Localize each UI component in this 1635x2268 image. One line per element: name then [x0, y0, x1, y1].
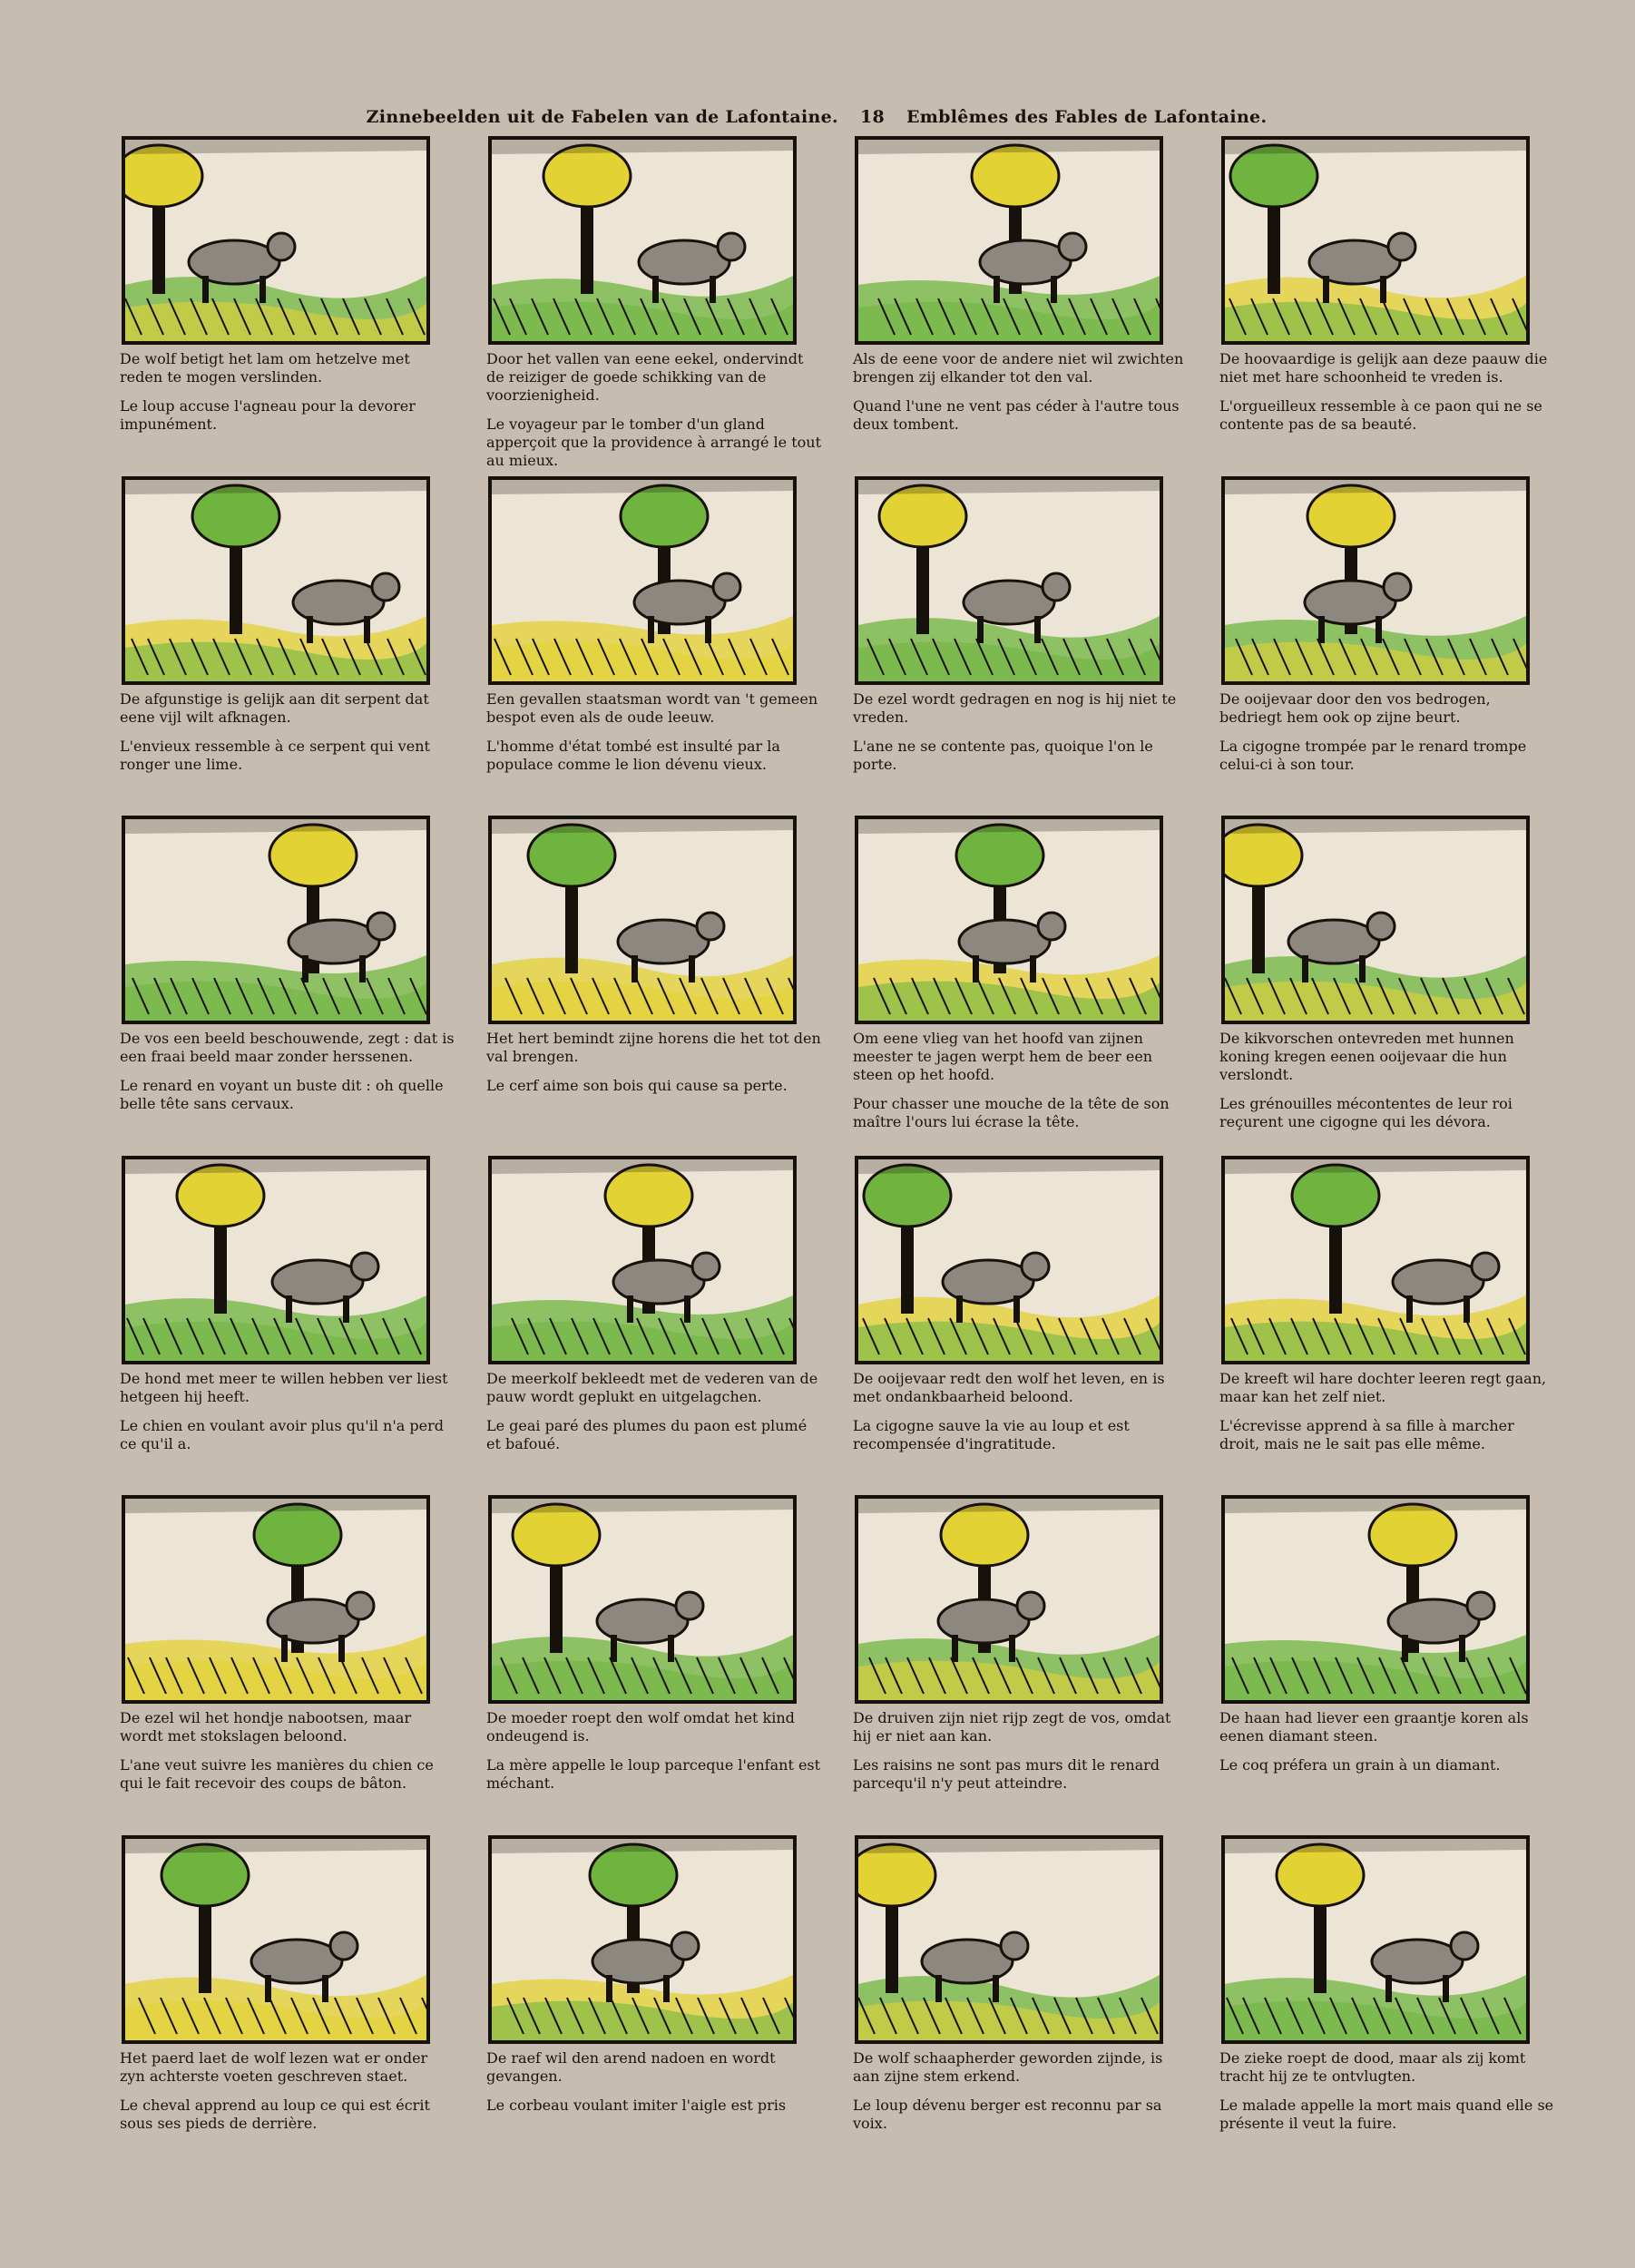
fox-bust-woodcut	[122, 816, 430, 1024]
caption-dutch: De kikvorschen ontevreden met hunnen koning kregen eenen ooijevaar die hun verslondt.	[1219, 1030, 1514, 1083]
caption-dutch: Door het vallen van eene eekel, ondervindt de reiziger de goede schikking van de voorzienigheid.	[486, 350, 804, 404]
panel-caption	[116, 2049, 459, 2133]
caption-french: L'orgueilleux ressemble à ce paon qui ne se contente pas de sa beauté.	[1219, 397, 1542, 433]
fable-panel	[116, 136, 459, 474]
caption-dutch: De haan had liever een graantje koren als eenen diamant steen.	[1219, 1709, 1529, 1745]
fable-panel	[1216, 476, 1559, 815]
sheet-header	[272, 107, 1361, 140]
fable-panel	[849, 1156, 1192, 1494]
fable-panel	[116, 476, 459, 815]
panel-caption	[483, 2049, 826, 2115]
caption-dutch: De ezel wordt gedragen en nog is hij niet te vreden.	[853, 689, 1177, 726]
caption-french: L'écrevisse apprend à sa fille à marcher droit, mais ne le sait pas elle même.	[1219, 1416, 1514, 1452]
donkey-lion-woodcut	[488, 476, 797, 685]
caption-french: Le corbeau voulant imiter l'aigle est pris	[486, 2096, 787, 2114]
caption-french: Le chien en voulant avoir plus qu'il n'a perd ce qu'il a.	[120, 1416, 444, 1452]
caption-french: L'envieux ressemble à ce serpent qui vent ronger une lime.	[120, 737, 430, 773]
caption-dutch: De afgunstige is gelijk aan dit serpent dat eene vijl wilt afknagen.	[120, 689, 429, 726]
panel-caption	[849, 1709, 1192, 1793]
caption-french: La cigogne sauve la vie au loup et est recompensée d'ingratitude.	[853, 1416, 1130, 1452]
caption-french: Le loup accuse l'agneau pour la devorer impunément.	[120, 397, 416, 433]
caption-dutch: Een gevallen staatsman wordt van 't gemeen bespot even als de oude leeuw.	[486, 689, 818, 726]
fable-panel	[483, 476, 826, 815]
caption-french: La cigogne trompée par le renard trompe celui-ci à son tour.	[1219, 737, 1527, 773]
fable-panel	[849, 1835, 1192, 2174]
caption-french: Pour chasser une mouche de la tête de son maître l'ours lui écrase la tête.	[853, 1095, 1170, 1130]
jay-peacocks-woodcut	[488, 1156, 797, 1364]
fable-panel	[116, 1156, 459, 1494]
caption-dutch: De moeder roept den wolf omdat het kind ondeugend is.	[486, 1709, 795, 1745]
woman-peacock-woodcut	[1221, 136, 1530, 345]
caption-dutch: De vos een beeld beschouwende, zegt : dat is een fraai beeld maar zonder herssenen.	[120, 1030, 455, 1065]
raven-eagle-woodcut	[488, 1835, 797, 2044]
rooster-pearl-woodcut	[1221, 1495, 1530, 1704]
caption-dutch: De hond met meer te willen hebben ver liest hetgeen hij heeft.	[120, 1369, 448, 1405]
caption-french: Le loup dévenu berger est reconnu par sa voix.	[853, 2096, 1162, 2132]
fable-panel	[1216, 1835, 1559, 2174]
panel-caption	[116, 350, 459, 434]
bear-fly-woodcut	[855, 816, 1163, 1024]
fable-panel	[849, 1495, 1192, 1833]
carried-donkey-woodcut	[855, 476, 1163, 685]
caption-dutch: De ooijevaar redt den wolf het leven, en is met ondankbaarheid beloond.	[853, 1369, 1165, 1405]
panel-caption	[1216, 2049, 1559, 2133]
caption-dutch: De kreeft wil hare dochter leeren regt gaan, maar kan het zelf niet.	[1219, 1369, 1547, 1405]
header-sheet-number: 18	[859, 107, 885, 127]
fable-panel	[116, 816, 459, 1154]
caption-dutch: De hoovaardige is gelijk aan deze paauw die niet met hare schoonheid te vreden is.	[1219, 350, 1548, 386]
stork-wolf-woodcut	[855, 1156, 1163, 1364]
panel-caption	[116, 1370, 459, 1453]
fable-panel	[849, 476, 1192, 815]
fable-grid	[116, 136, 1559, 2173]
caption-french: L'homme d'état tombé est insulté par la populace comme le lion dévenu vieux.	[486, 737, 780, 773]
panel-caption	[1216, 1030, 1559, 1131]
acorn-traveller-woodcut	[488, 136, 797, 345]
panel-caption	[849, 690, 1192, 774]
caption-dutch: De meerkolf bekleedt met de vederen van de pauw wordt geplukt en uitgelagchen.	[486, 1369, 818, 1405]
fable-panel	[116, 1495, 459, 1833]
two-goats-woodcut	[855, 136, 1163, 345]
panel-caption	[849, 1370, 1192, 1453]
caption-french: Le renard en voyant un buste dit : oh quelle belle tête sans cervaux.	[120, 1077, 444, 1112]
caption-dutch: Het hert bemindt zijne horens die het tot den val brengen.	[486, 1030, 821, 1065]
caption-french: Les grénouilles mécontentes de leur roi reçurent une cigogne qui les dévora.	[1219, 1095, 1513, 1130]
panel-caption	[849, 1030, 1192, 1131]
caption-dutch: Om eene vlieg van het hoofd van zijnen meester te jagen werpt hem de beer een steen op het hoofd.	[853, 1030, 1153, 1083]
caption-dutch: De ooijevaar door den vos bedrogen, bedriegt hem ook op zijne beurt.	[1219, 689, 1491, 726]
caption-dutch: De druiven zijn niet rijp zegt de vos, omdat hij er niet aan kan.	[853, 1709, 1171, 1745]
fable-panel	[483, 1156, 826, 1494]
panel-caption	[483, 690, 826, 774]
header-title-nl: Zinnebeelden uit de Fabelen van de Lafontaine.	[366, 107, 838, 127]
fox-grapes-woodcut	[855, 1495, 1163, 1704]
caption-french: Le cheval apprend au loup ce qui est écrit sous ses pieds de derrière.	[120, 2096, 430, 2132]
fable-panel	[849, 136, 1192, 474]
caption-dutch: De wolf schaapherder geworden zijnde, is aan zijne stem erkend.	[853, 2048, 1163, 2085]
panel-caption	[1216, 350, 1559, 434]
caption-french: Les raisins ne sont pas murs dit le renard parcequ'il n'y peut atteindre.	[853, 1756, 1160, 1792]
wolf-lamb-woodcut	[122, 136, 430, 345]
caption-french: Le coq préfera un grain à un diamant.	[1219, 1756, 1501, 1774]
wolf-shepherd-woodcut	[855, 1835, 1163, 2044]
panel-caption	[483, 1709, 826, 1793]
caption-french: L'ane ne se contente pas, quoique l'on le porte.	[853, 737, 1153, 773]
horse-wolf-woodcut	[122, 1835, 430, 2044]
panel-caption	[483, 350, 826, 470]
panel-caption	[116, 1030, 459, 1113]
panel-caption	[1216, 690, 1559, 774]
caption-dutch: De zieke roept de dood, maar als zij komt tracht hij ze te ontvlugten.	[1219, 2048, 1526, 2085]
caption-dutch: Het paerd laet de wolf lezen wat er onder zyn achterste voeten geschreven staet.	[120, 2048, 428, 2085]
caption-dutch: De raef wil den arend nadoen en wordt gevangen.	[486, 2048, 776, 2085]
panel-caption	[116, 690, 459, 774]
caption-dutch: De ezel wil het hondje nabootsen, maar wordt met stokslagen beloond.	[120, 1709, 412, 1745]
caption-dutch: De wolf betigt het lam om hetzelve met reden te mogen verslinden.	[120, 350, 410, 386]
frogs-stork-woodcut	[1221, 816, 1530, 1024]
caption-french: La mère appelle le loup parceque l'enfant est méchant.	[486, 1756, 821, 1792]
fable-panel	[1216, 136, 1559, 474]
caption-french: Le malade appelle la mort mais quand elle se présente il veut la fuire.	[1219, 2096, 1554, 2132]
panel-caption	[849, 350, 1192, 434]
panel-caption	[1216, 1370, 1559, 1453]
donkey-master-woodcut	[122, 1495, 430, 1704]
caption-dutch: Als de eene voor de andere niet wil zwichten brengen zij elkander tot den val.	[853, 350, 1184, 386]
panel-caption	[849, 2049, 1192, 2133]
fable-panel	[483, 1835, 826, 2174]
header-title-fr: Emblêmes des Fables de Lafontaine.	[906, 107, 1268, 127]
panel-caption	[483, 1370, 826, 1453]
serpent-file-woodcut	[122, 476, 430, 685]
mother-wolf-woodcut	[488, 1495, 797, 1704]
panel-caption	[483, 1030, 826, 1095]
fable-panel	[483, 136, 826, 474]
fable-panel	[116, 1835, 459, 2174]
caption-french: Le voyageur par le tomber d'un gland apperçoit que la providence à arrangé le tout au mieux.	[486, 415, 821, 469]
stork-fox-woodcut	[1221, 476, 1530, 685]
panel-caption	[1216, 1709, 1559, 1774]
fable-panel	[1216, 816, 1559, 1154]
panel-caption	[116, 1709, 459, 1793]
death-woodcut	[1221, 1835, 1530, 2044]
fable-panel	[849, 816, 1192, 1154]
caption-french: Le geai paré des plumes du paon est plumé et bafoué.	[486, 1416, 808, 1452]
fable-panel	[483, 1495, 826, 1833]
fable-panel	[483, 816, 826, 1154]
dog-reflection-woodcut	[122, 1156, 430, 1364]
caption-french: Quand l'une ne vent pas céder à l'autre tous deux tombent.	[853, 397, 1180, 433]
stag-woodcut	[488, 816, 797, 1024]
caption-french: L'ane veut suivre les manières du chien ce qui le fait recevoir des coups de bâton.	[120, 1756, 434, 1792]
fable-panel	[1216, 1495, 1559, 1833]
caption-french: Le cerf aime son bois qui cause sa perte.	[486, 1077, 788, 1094]
crayfish-woodcut	[1221, 1156, 1530, 1364]
fable-panel	[1216, 1156, 1559, 1494]
